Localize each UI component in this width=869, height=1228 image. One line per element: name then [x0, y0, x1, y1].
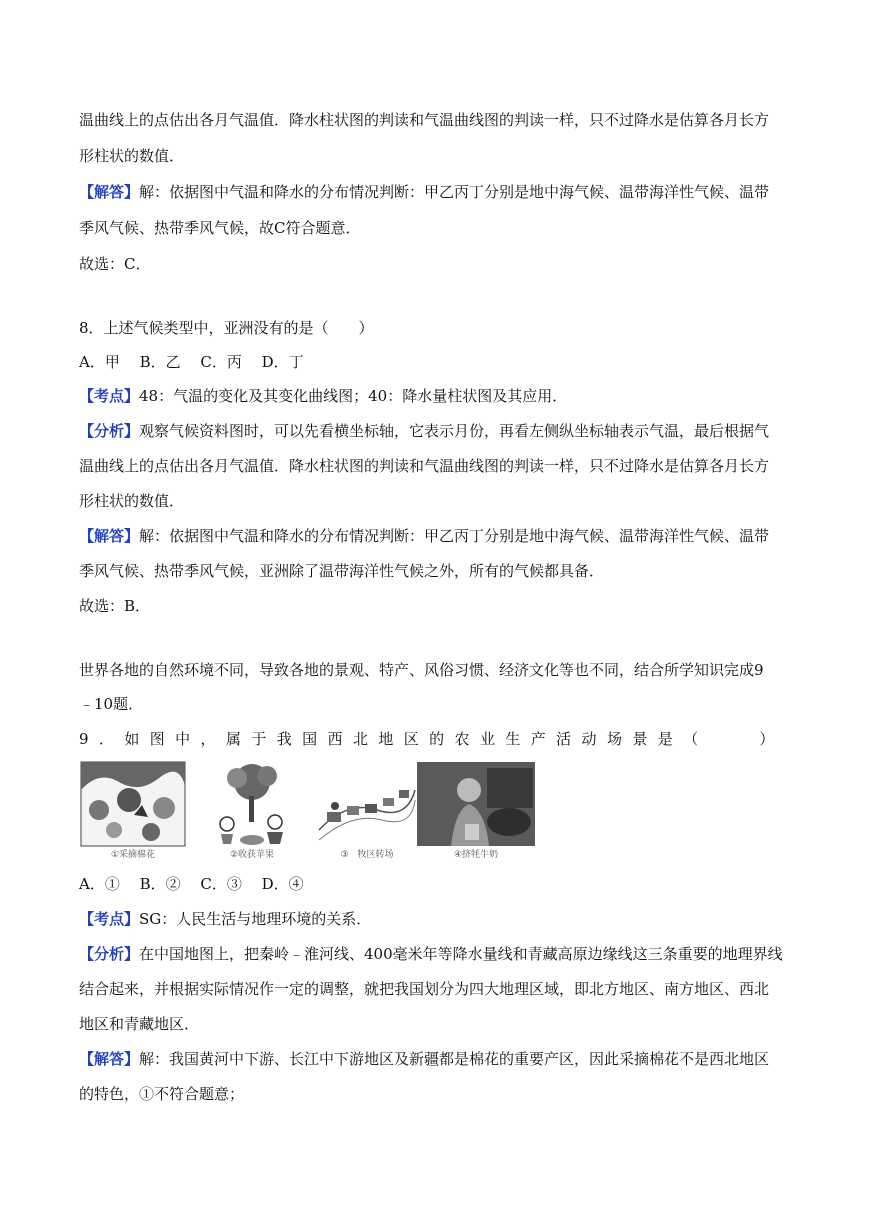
question-8: 8．上述气候类型中，亚洲没有的是（ ）: [79, 319, 374, 337]
question-9-figure: [79, 760, 535, 862]
caption-4: ④挤牦牛奶: [453, 850, 499, 860]
intro-line: ﹣10题．: [79, 695, 144, 713]
analysis-line: 结合起来，并根据实际情况作一定的调整，就把我国划分为四大地理区域，即北方地区、南方地区、西北: [79, 980, 770, 998]
analysis-line: 形柱状的数值．: [79, 147, 185, 165]
analysis-tag: 【分析】: [79, 945, 140, 963]
knowledge-text: 48：气温的变化及其变化曲线图；40：降水量柱状图及其应用．: [139, 387, 568, 405]
cotton-picking-illustration: [79, 760, 187, 848]
answer-text: 解：依据图中气温和降水的分布情况判断：甲乙丙丁分别是地中海气候、温带海洋性气候、温带: [139, 183, 770, 201]
caption-1: ①采摘棉花: [110, 850, 156, 860]
intro-line: 世界各地的自然环境不同，导致各地的景观、特产、风俗习惯、经济文化等也不同，结合所学知识完成9: [79, 661, 764, 679]
knowledge-tag: 【考点】: [79, 910, 140, 928]
answer-line: [79, 526, 791, 546]
knowledge-text: SG：人民生活与地理环境的关系．: [139, 910, 372, 928]
answer-line: 季风气候、热带季风气候，故C符合题意．: [79, 219, 361, 237]
yak-milking-photo: [417, 760, 535, 848]
apple-harvest-illustration: [197, 760, 307, 848]
caption-2: ②收获苹果: [229, 850, 275, 860]
analysis-line: [79, 944, 791, 964]
analysis-line: [79, 421, 791, 441]
answer-text: 解：依据图中气温和降水的分布情况判断：甲乙丙丁分别是地中海气候、温带海洋性气候、温带: [139, 527, 770, 545]
selection-line: 故选：C．: [79, 255, 151, 273]
analysis-line: 温曲线上的点估出各月气温值．降水柱状图的判读和气温曲线图的判读一样，只不过降水是估算各月长方: [79, 111, 770, 129]
scene-1-cotton: [79, 760, 187, 862]
answer-line: 的特色，①不符合题意；: [79, 1085, 245, 1103]
answer-tag: 【解答】: [79, 183, 140, 201]
answer-line: 季风气候、热带季风气候，亚洲除了温带海洋性气候之外，所有的气候都具备．: [79, 562, 605, 580]
knowledge-line: [79, 386, 791, 406]
answer-tag: 【解答】: [79, 1050, 140, 1068]
answer-line: [79, 182, 791, 202]
knowledge-tag: 【考点】: [79, 387, 140, 405]
question-9-options: A．① B．② C．③ D．④: [79, 875, 304, 893]
analysis-line: 温曲线上的点估出各月气温值．降水柱状图的判读和气温曲线图的判读一样，只不过降水是估算各月长方: [79, 457, 770, 475]
scene-3-pasture: [317, 760, 417, 862]
scene-2-apples: [197, 760, 307, 862]
analysis-line: 地区和青藏地区．: [79, 1015, 200, 1033]
scene-4-yak: [417, 760, 535, 862]
analysis-tag: 【分析】: [79, 422, 140, 440]
pasture-migration-illustration: [317, 760, 417, 848]
question-8-options: A．甲 B．乙 C．丙 D．丁: [79, 353, 304, 371]
analysis-text: 在中国地图上，把秦岭﹣淮河线、400毫米年等降水量线和青藏高原边缘线这三条重要的地理界线: [139, 945, 783, 963]
answer-tag: 【解答】: [79, 527, 140, 545]
answer-line: [79, 1049, 791, 1069]
answer-text: 解：我国黄河中下游、长江中下游地区及新疆都是棉花的重要产区，因此采摘棉花不是西北地区: [139, 1050, 770, 1068]
question-9: 9．如图中，属于我国西北地区的农业生产活动场景是（ ）: [79, 730, 785, 748]
analysis-line: 形柱状的数值．: [79, 492, 185, 510]
analysis-text: 观察气候资料图时，可以先看横坐标轴，它表示月份，再看左侧纵坐标轴表示气温，最后根据气: [139, 422, 770, 440]
selection-line: 故选：B．: [79, 597, 151, 615]
caption-3: ③ 牧区转场: [340, 850, 394, 860]
knowledge-line: [79, 909, 791, 929]
